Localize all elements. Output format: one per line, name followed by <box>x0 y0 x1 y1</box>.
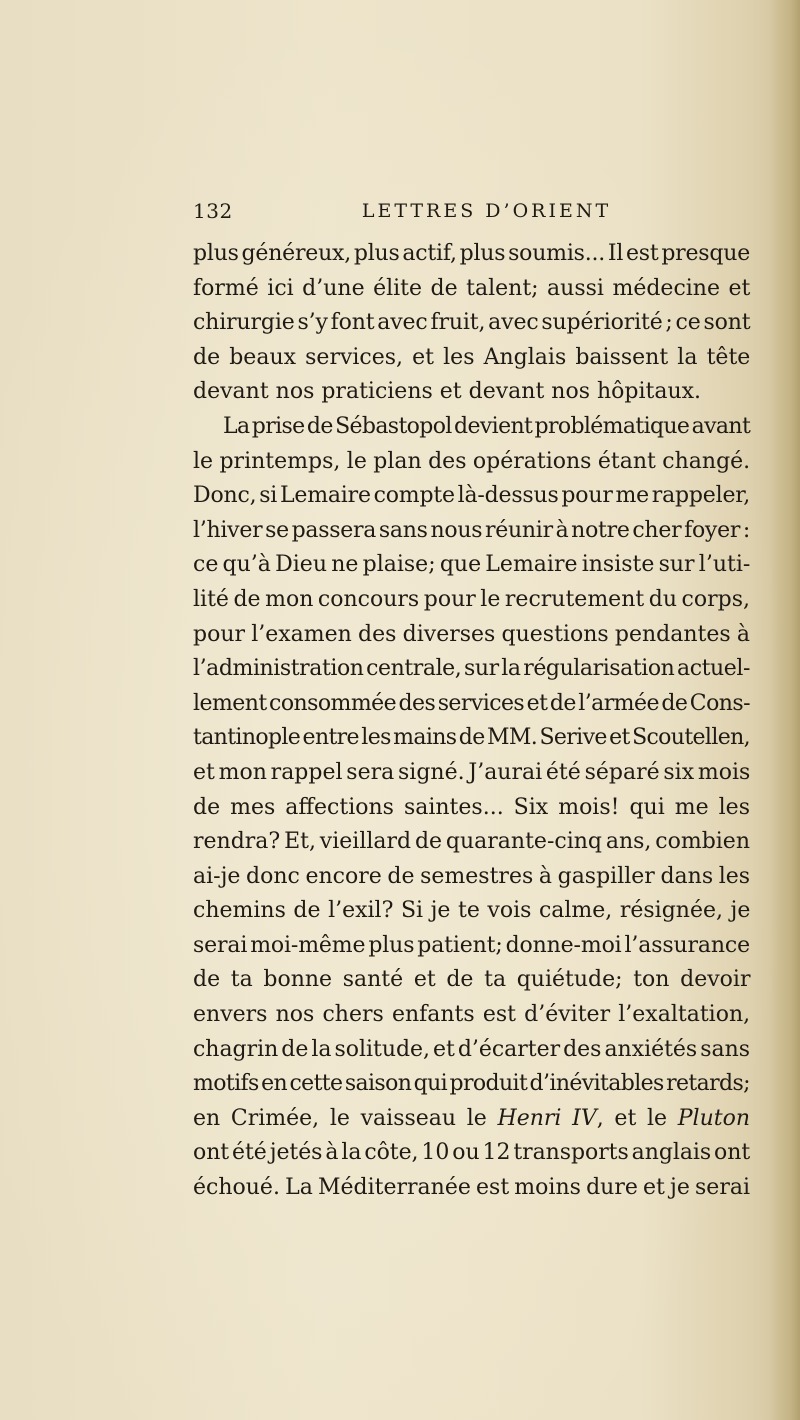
text-segment: plus généreux, plus actif, plus soumis... Il est presque <box>193 241 750 266</box>
text-line <box>193 756 750 791</box>
text-segment: Donc, si Lemaire compte là-dessus pour me rappeler, <box>193 483 750 509</box>
italic-text-segment: Henri IV <box>497 1105 597 1131</box>
text-line <box>193 514 750 549</box>
text-segment: envers nos chers enfants est d’éviter l’exaltation, <box>193 1002 751 1028</box>
text-segment: chemins de l’exil? Si je te vois calme, résignée, je <box>193 898 751 924</box>
running-header <box>193 196 750 226</box>
text-segment: ce qu’à Dieu ne plaise; que Lemaire insiste sur l’uti- <box>193 552 751 578</box>
text-line <box>193 998 750 1033</box>
text-line <box>193 548 750 583</box>
text-segment: l’hiver se passera sans nous réunir à notre cher foyer : <box>193 517 750 543</box>
text-line <box>193 721 750 756</box>
text-line <box>193 410 750 445</box>
text-line <box>193 929 750 964</box>
text-segment: , et le <box>596 1105 678 1131</box>
text-line <box>193 1033 750 1068</box>
italic-text-segment: Pluton <box>677 1105 750 1131</box>
text-line <box>193 375 750 410</box>
text-segment: tantinople entre les mains de MM. Serive et Scoutellen, <box>193 725 750 751</box>
text-line <box>193 618 750 653</box>
text-segment: pour l’examen des diverses questions pendantes à <box>193 621 750 647</box>
text-line <box>193 306 750 341</box>
text-segment: formé ici d’une élite de talent; aussi médecine et <box>193 275 751 301</box>
running-title: LETTRES D’ORIENT <box>361 200 612 222</box>
text-segment: de beaux services, et les Anglais baissent la tête <box>193 344 751 370</box>
text-segment: le printemps, le plan des opérations étant changé. <box>193 448 751 474</box>
text-segment: de ta bonne santé et de ta quiétude; ton devoir <box>193 967 751 993</box>
text-line <box>193 1171 750 1206</box>
text-line <box>193 1067 750 1102</box>
text-line <box>193 272 750 307</box>
text-line <box>193 237 750 272</box>
text-line <box>193 1102 750 1137</box>
text-line <box>193 652 750 687</box>
text-segment: lité de mon concours pour le recrutement du corps, <box>193 586 750 612</box>
text-line <box>193 894 750 929</box>
text-line <box>193 583 750 618</box>
text-line <box>193 1136 750 1171</box>
text-segment: chirurgie s’y font avec fruit, avec supériorité ; ce sont <box>193 310 751 336</box>
text-segment: et mon rappel sera signé. J’aurai été séparé six mois <box>193 759 751 785</box>
text-segment: de mes affections saintes... Six mois! qui me les <box>193 794 750 820</box>
text-segment: chagrin de la solitude, et d’écarter des anxiétés sans <box>193 1036 750 1062</box>
text-line <box>193 445 750 480</box>
text-line <box>193 341 750 376</box>
text-segment: rendra? Et, vieillard de quarante-cinq ans, combien <box>193 829 750 855</box>
text-segment: La prise de Sébastopol devient problématique avant <box>223 413 751 439</box>
text-line <box>193 860 750 895</box>
page-number: 132 <box>193 199 233 223</box>
text-line <box>193 687 750 722</box>
text-line <box>193 825 750 860</box>
text-line <box>193 479 750 514</box>
text-segment: l’administration centrale, sur la régularisation actuel- <box>193 656 750 682</box>
text-segment: serai moi-même plus patient; donne-moi l’assurance <box>193 932 750 958</box>
body-text <box>193 237 750 1206</box>
text-line <box>193 963 750 998</box>
text-segment: ont été jetés à la côte, 10 ou 12 transports anglais ont <box>193 1140 751 1166</box>
page-edge-shadow <box>770 0 800 1420</box>
text-line <box>193 791 750 826</box>
text-segment: ai-je donc encore de semestres à gaspiller dans les <box>193 863 751 889</box>
text-segment: en Crimée, le vaisseau le <box>193 1105 498 1131</box>
text-segment: motifs en cette saison qui produit d’inévitables retards; <box>193 1071 750 1097</box>
text-segment: devant nos praticiens et devant nos hôpitaux. <box>193 379 702 405</box>
text-segment: lement consommée des services et de l’armée de Cons- <box>193 690 750 716</box>
text-segment: échoué. La Méditerranée est moins dure et je serai <box>193 1175 750 1201</box>
